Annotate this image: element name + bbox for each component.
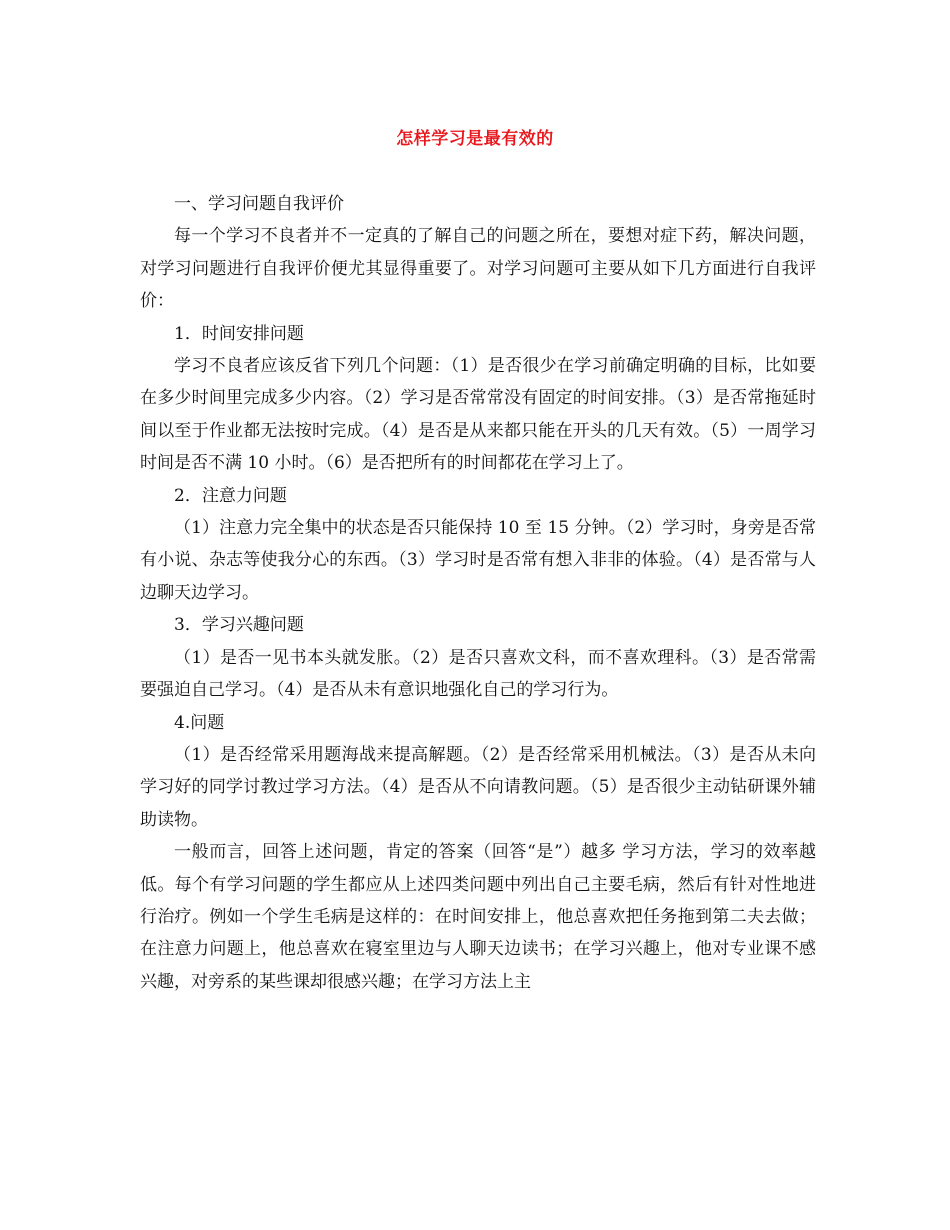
body-paragraph: （1）注意力完全集中的状态是否只能保持 10 至 15 分钟。（2）学习时，身旁是否常有小说、杂志等使我分心的东西。（3）学习时是否常有想入非非的体验。（4）是否常与人边聊天边学习。 bbox=[140, 518, 816, 603]
document-title: 怎样学习是最有效的 bbox=[396, 129, 554, 149]
body-paragraph: （1）是否经常采用题海战来提高解题。（2）是否经常采用机械法。（3）是否从未向学习好的同学讨教过学习方法。（4）是否从不向请教问题。（5）是否很少主动钻研课外辅助读物。 bbox=[140, 744, 816, 830]
body-paragraph: 每一个学习不良者并不一定真的了解自己的问题之所在，要想对症下药，解决问题，对学习问题进行自我评价便尤其显得重要了。对学习问题可主要从如下几方面进行自我评价： bbox=[140, 226, 816, 312]
document-body bbox=[140, 188, 816, 998]
subsection-heading: 4.问题 bbox=[174, 712, 225, 733]
section-heading: 一、学习问题自我评价 bbox=[174, 194, 344, 214]
body-paragraph: 一般而言，回答上述问题，肯定的答案（回答“是”）越多 学习方法，学习的效率越低。每个有学习问题的学生都应从上述四类问题中列出自己主要毛病，然后有针对性地进行治疗。例如一个学生毛病是这样的：在时间安排上，他总喜欢把任务拖到第二夫去做；在注意力问题上，他总喜欢在寝室里边与人聊天边读书；在学习兴趣上，他对专业课不感兴趣，对旁系的某些课却很感兴趣；在学习方法上主 bbox=[140, 842, 816, 992]
body-paragraph: （1）是否一见书本头就发胀。（2）是否只喜欢文科，而不喜欢理科。（3）是否常需要强迫自己学习。（4）是否从未有意识地强化自己的学习行为。 bbox=[140, 647, 816, 701]
subsection-heading: 1．时间安排问题 bbox=[174, 323, 304, 344]
subsection-heading: 2．注意力问题 bbox=[174, 485, 287, 506]
subsection-heading: 3．学习兴趣问题 bbox=[174, 615, 304, 636]
body-paragraph: 学习不良者应该反省下列几个问题：（1）是否很少在学习前确定明确的目标，比如要在多少时间里完成多少内容。（2）学习是否常常没有固定的时间安排。（3）是否常拖延时间以至于作业都无法按时完成。（4）是否是从来都只能在开头的几天有效。（5）一周学习时间是否不满 10 小时。（6）是否把所有的时间都花在学习上了。 bbox=[140, 356, 816, 474]
